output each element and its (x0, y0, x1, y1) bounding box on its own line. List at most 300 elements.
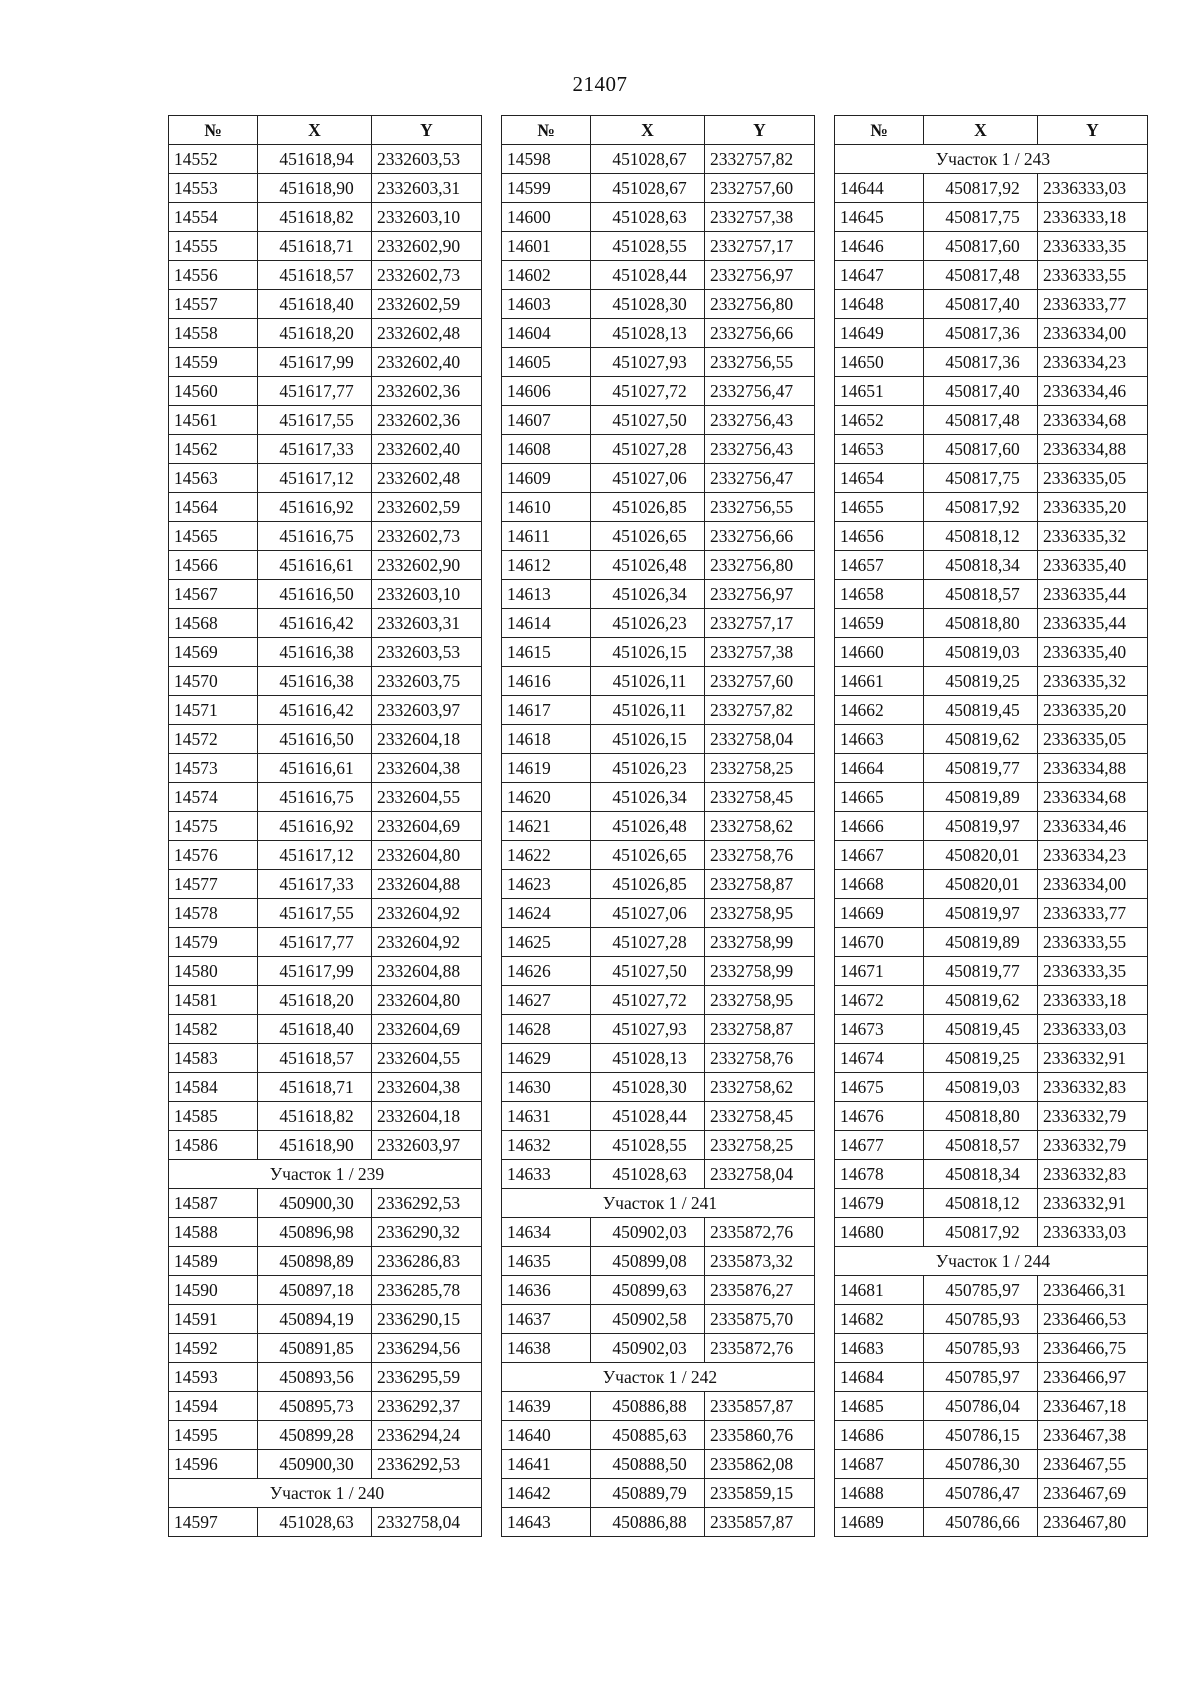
y-coordinate-cell: 2332604,92 (372, 899, 482, 928)
point-number-cell: 14560 (169, 377, 258, 406)
table-row (169, 493, 482, 522)
y-coordinate-cell: 2332756,80 (705, 551, 815, 580)
x-coordinate-cell: 450888,50 (591, 1450, 705, 1479)
y-coordinate-cell: 2332756,55 (705, 493, 815, 522)
y-coordinate-cell: 2335872,76 (705, 1334, 815, 1363)
point-number-cell: 14563 (169, 464, 258, 493)
point-number-cell: 14669 (835, 899, 924, 928)
table-row (169, 174, 482, 203)
y-coordinate-cell: 2332603,53 (372, 145, 482, 174)
point-number-cell: 14592 (169, 1334, 258, 1363)
table-row (502, 174, 815, 203)
table-row (835, 261, 1148, 290)
point-number-cell: 14611 (502, 522, 591, 551)
y-coordinate-cell: 2336334,68 (1038, 783, 1148, 812)
y-coordinate-cell: 2332604,69 (372, 1015, 482, 1044)
y-coordinate-cell: 2336333,03 (1038, 174, 1148, 203)
table-row (835, 870, 1148, 899)
y-coordinate-cell: 2336334,46 (1038, 377, 1148, 406)
point-number-cell: 14580 (169, 957, 258, 986)
y-coordinate-cell: 2332758,76 (705, 841, 815, 870)
point-number-cell: 14606 (502, 377, 591, 406)
table-row (502, 667, 815, 696)
y-coordinate-cell: 2332758,87 (705, 1015, 815, 1044)
table-row (502, 551, 815, 580)
x-coordinate-cell: 450894,19 (258, 1305, 372, 1334)
table-row (835, 667, 1148, 696)
y-coordinate-cell: 2332604,88 (372, 870, 482, 899)
y-coordinate-cell: 2336333,77 (1038, 290, 1148, 319)
x-coordinate-cell: 451027,06 (591, 464, 705, 493)
y-coordinate-cell: 2336332,79 (1038, 1102, 1148, 1131)
x-coordinate-cell: 450786,15 (924, 1421, 1038, 1450)
y-coordinate-cell: 2336467,55 (1038, 1450, 1148, 1479)
table-row (835, 986, 1148, 1015)
x-coordinate-cell: 451028,63 (258, 1508, 372, 1537)
x-coordinate-cell: 451027,28 (591, 928, 705, 957)
y-coordinate-cell: 2336335,20 (1038, 493, 1148, 522)
point-number-cell: 14561 (169, 406, 258, 435)
table-row (502, 899, 815, 928)
y-coordinate-cell: 2336334,00 (1038, 870, 1148, 899)
x-coordinate-cell: 450899,63 (591, 1276, 705, 1305)
y-coordinate-cell: 2335860,76 (705, 1421, 815, 1450)
point-number-cell: 14667 (835, 841, 924, 870)
y-coordinate-cell: 2335862,08 (705, 1450, 815, 1479)
table-row (835, 1160, 1148, 1189)
table-row (835, 609, 1148, 638)
table-row (169, 986, 482, 1015)
y-coordinate-cell: 2335872,76 (705, 1218, 815, 1247)
x-coordinate-cell: 451617,33 (258, 435, 372, 464)
x-coordinate-cell: 451026,48 (591, 812, 705, 841)
y-coordinate-cell: 2332756,47 (705, 464, 815, 493)
x-coordinate-cell: 450818,80 (924, 1102, 1038, 1131)
x-coordinate-cell: 451617,12 (258, 841, 372, 870)
y-coordinate-cell: 2332604,80 (372, 986, 482, 1015)
table-row (502, 261, 815, 290)
x-coordinate-cell: 451616,50 (258, 580, 372, 609)
point-number-cell: 14623 (502, 870, 591, 899)
x-coordinate-cell: 451616,75 (258, 522, 372, 551)
table-row (502, 1160, 815, 1189)
y-coordinate-cell: 2332758,25 (705, 1131, 815, 1160)
table-row (169, 638, 482, 667)
point-number-cell: 14675 (835, 1073, 924, 1102)
page-number: 21407 (572, 72, 628, 96)
table-row (502, 435, 815, 464)
point-number-cell: 14635 (502, 1247, 591, 1276)
x-coordinate-cell: 450817,60 (924, 232, 1038, 261)
table-row (835, 551, 1148, 580)
point-number-cell: 14664 (835, 754, 924, 783)
y-coordinate-cell: 2336467,80 (1038, 1508, 1148, 1537)
table-row (169, 464, 482, 493)
x-coordinate-cell: 450818,12 (924, 1189, 1038, 1218)
y-coordinate-cell: 2336292,53 (372, 1189, 482, 1218)
point-number-cell: 14653 (835, 435, 924, 464)
table-row (502, 812, 815, 841)
table-row (502, 928, 815, 957)
x-coordinate-cell: 450819,77 (924, 957, 1038, 986)
y-coordinate-cell: 2332602,73 (372, 261, 482, 290)
table-row (169, 928, 482, 957)
y-coordinate-cell: 2336333,55 (1038, 928, 1148, 957)
header-x: X (258, 116, 372, 145)
table-row (835, 1131, 1148, 1160)
point-number-cell: 14584 (169, 1073, 258, 1102)
table-row (835, 899, 1148, 928)
y-coordinate-cell: 2332757,38 (705, 638, 815, 667)
y-coordinate-cell: 2336295,59 (372, 1363, 482, 1392)
table-row (502, 290, 815, 319)
point-number-cell: 14612 (502, 551, 591, 580)
point-number-cell: 14665 (835, 783, 924, 812)
point-number-cell: 14679 (835, 1189, 924, 1218)
y-coordinate-cell: 2336466,31 (1038, 1276, 1148, 1305)
table-row (169, 1102, 482, 1131)
table-row (502, 1073, 815, 1102)
point-number-cell: 14650 (835, 348, 924, 377)
table-header-row (169, 116, 482, 145)
point-number-cell: 14668 (835, 870, 924, 899)
table-row (502, 957, 815, 986)
y-coordinate-cell: 2332757,38 (705, 203, 815, 232)
table-row (169, 290, 482, 319)
section-title: Участок 1 / 240 (169, 1479, 482, 1508)
x-coordinate-cell: 450785,97 (924, 1363, 1038, 1392)
x-coordinate-cell: 451618,71 (258, 232, 372, 261)
y-coordinate-cell: 2332757,60 (705, 174, 815, 203)
section-title: Участок 1 / 241 (502, 1189, 815, 1218)
table-row (169, 1218, 482, 1247)
table-row (835, 1421, 1148, 1450)
table-row (502, 638, 815, 667)
x-coordinate-cell: 450817,48 (924, 406, 1038, 435)
y-coordinate-cell: 2332757,17 (705, 609, 815, 638)
x-coordinate-cell: 451616,61 (258, 754, 372, 783)
y-coordinate-cell: 2332603,97 (372, 1131, 482, 1160)
x-coordinate-cell: 451027,93 (591, 1015, 705, 1044)
point-number-cell: 14628 (502, 1015, 591, 1044)
y-coordinate-cell: 2332604,38 (372, 754, 482, 783)
point-number-cell: 14590 (169, 1276, 258, 1305)
table-row (835, 841, 1148, 870)
y-coordinate-cell: 2335876,27 (705, 1276, 815, 1305)
table-row (835, 464, 1148, 493)
table-row (835, 406, 1148, 435)
x-coordinate-cell: 450786,30 (924, 1450, 1038, 1479)
point-number-cell: 14595 (169, 1421, 258, 1450)
table-row (169, 1305, 482, 1334)
table-row (169, 1015, 482, 1044)
table-row (502, 464, 815, 493)
x-coordinate-cell: 451028,13 (591, 319, 705, 348)
y-coordinate-cell: 2332604,18 (372, 1102, 482, 1131)
point-number-cell: 14607 (502, 406, 591, 435)
y-coordinate-cell: 2332758,99 (705, 928, 815, 957)
x-coordinate-cell: 451028,55 (591, 232, 705, 261)
point-number-cell: 14599 (502, 174, 591, 203)
section-title: Участок 1 / 239 (169, 1160, 482, 1189)
y-coordinate-cell: 2332756,43 (705, 435, 815, 464)
x-coordinate-cell: 450786,66 (924, 1508, 1038, 1537)
point-number-cell: 14655 (835, 493, 924, 522)
y-coordinate-cell: 2332604,18 (372, 725, 482, 754)
point-number-cell: 14620 (502, 783, 591, 812)
table-row (502, 580, 815, 609)
x-coordinate-cell: 450898,89 (258, 1247, 372, 1276)
point-number-cell: 14597 (169, 1508, 258, 1537)
x-coordinate-cell: 451028,67 (591, 174, 705, 203)
point-number-cell: 14641 (502, 1450, 591, 1479)
x-coordinate-cell: 450818,12 (924, 522, 1038, 551)
point-number-cell: 14559 (169, 348, 258, 377)
x-coordinate-cell: 450785,97 (924, 1276, 1038, 1305)
x-coordinate-cell: 450817,92 (924, 1218, 1038, 1247)
x-coordinate-cell: 450819,97 (924, 899, 1038, 928)
x-coordinate-cell: 450900,30 (258, 1189, 372, 1218)
x-coordinate-cell: 450819,89 (924, 783, 1038, 812)
y-coordinate-cell: 2336335,20 (1038, 696, 1148, 725)
table-row (169, 841, 482, 870)
point-number-cell: 14648 (835, 290, 924, 319)
table-row (835, 232, 1148, 261)
table-row (502, 870, 815, 899)
point-number-cell: 14565 (169, 522, 258, 551)
table-row (502, 1450, 815, 1479)
table-row (169, 1508, 482, 1537)
point-number-cell: 14684 (835, 1363, 924, 1392)
x-coordinate-cell: 451026,15 (591, 638, 705, 667)
y-coordinate-cell: 2332758,25 (705, 754, 815, 783)
point-number-cell: 14566 (169, 551, 258, 580)
point-number-cell: 14671 (835, 957, 924, 986)
table-row (169, 1044, 482, 1073)
y-coordinate-cell: 2332604,38 (372, 1073, 482, 1102)
y-coordinate-cell: 2332758,62 (705, 812, 815, 841)
table-row (835, 435, 1148, 464)
point-number-cell: 14640 (502, 1421, 591, 1450)
table-row (502, 1421, 815, 1450)
x-coordinate-cell: 451026,34 (591, 783, 705, 812)
table-row (502, 754, 815, 783)
point-number-cell: 14634 (502, 1218, 591, 1247)
point-number-cell: 14605 (502, 348, 591, 377)
table-row (169, 1421, 482, 1450)
point-number-cell: 14658 (835, 580, 924, 609)
table-row (502, 841, 815, 870)
table-row (169, 1363, 482, 1392)
x-coordinate-cell: 450785,93 (924, 1334, 1038, 1363)
table-row (169, 812, 482, 841)
y-coordinate-cell: 2332604,80 (372, 841, 482, 870)
x-coordinate-cell: 451617,77 (258, 928, 372, 957)
table-row (169, 1131, 482, 1160)
x-coordinate-cell: 450886,88 (591, 1392, 705, 1421)
table-row (835, 1450, 1148, 1479)
table-row (502, 725, 815, 754)
x-coordinate-cell: 450886,88 (591, 1508, 705, 1537)
y-coordinate-cell: 2332758,95 (705, 986, 815, 1015)
table-row (502, 986, 815, 1015)
coordinates-table-3 (834, 115, 1148, 1537)
point-number-cell: 14603 (502, 290, 591, 319)
section-title: Участок 1 / 244 (835, 1247, 1148, 1276)
x-coordinate-cell: 451028,44 (591, 1102, 705, 1131)
point-number-cell: 14586 (169, 1131, 258, 1160)
y-coordinate-cell: 2332758,04 (705, 725, 815, 754)
point-number-cell: 14672 (835, 986, 924, 1015)
table-row (169, 957, 482, 986)
table-row (835, 754, 1148, 783)
point-number-cell: 14624 (502, 899, 591, 928)
point-number-cell: 14572 (169, 725, 258, 754)
y-coordinate-cell: 2336332,79 (1038, 1131, 1148, 1160)
point-number-cell: 14637 (502, 1305, 591, 1334)
x-coordinate-cell: 451618,90 (258, 1131, 372, 1160)
point-number-cell: 14619 (502, 754, 591, 783)
point-number-cell: 14688 (835, 1479, 924, 1508)
table-row (169, 406, 482, 435)
point-number-cell: 14591 (169, 1305, 258, 1334)
point-number-cell: 14569 (169, 638, 258, 667)
x-coordinate-cell: 451027,28 (591, 435, 705, 464)
point-number-cell: 14622 (502, 841, 591, 870)
table-row (502, 319, 815, 348)
x-coordinate-cell: 451026,85 (591, 493, 705, 522)
table-row (835, 348, 1148, 377)
x-coordinate-cell: 451026,34 (591, 580, 705, 609)
table-row (835, 1276, 1148, 1305)
y-coordinate-cell: 2332602,40 (372, 435, 482, 464)
table-row (169, 609, 482, 638)
y-coordinate-cell: 2332603,10 (372, 203, 482, 232)
point-number-cell: 14632 (502, 1131, 591, 1160)
x-coordinate-cell: 451616,92 (258, 812, 372, 841)
x-coordinate-cell: 451026,85 (591, 870, 705, 899)
point-number-cell: 14656 (835, 522, 924, 551)
point-number-cell: 14570 (169, 667, 258, 696)
y-coordinate-cell: 2332604,55 (372, 783, 482, 812)
y-coordinate-cell: 2336332,91 (1038, 1189, 1148, 1218)
point-number-cell: 14553 (169, 174, 258, 203)
table-row (169, 725, 482, 754)
table-row (169, 1189, 482, 1218)
x-coordinate-cell: 451026,23 (591, 609, 705, 638)
point-number-cell: 14676 (835, 1102, 924, 1131)
y-coordinate-cell: 2336332,91 (1038, 1044, 1148, 1073)
point-number-cell: 14644 (835, 174, 924, 203)
x-coordinate-cell: 451617,77 (258, 377, 372, 406)
header-x: X (924, 116, 1038, 145)
y-coordinate-cell: 2336335,05 (1038, 725, 1148, 754)
table-row (835, 493, 1148, 522)
x-coordinate-cell: 451028,63 (591, 1160, 705, 1189)
x-coordinate-cell: 451028,44 (591, 261, 705, 290)
x-coordinate-cell: 450786,04 (924, 1392, 1038, 1421)
x-coordinate-cell: 450817,92 (924, 174, 1038, 203)
table-row (169, 348, 482, 377)
y-coordinate-cell: 2332602,40 (372, 348, 482, 377)
table-row (502, 1015, 815, 1044)
point-number-cell: 14660 (835, 638, 924, 667)
point-number-cell: 14588 (169, 1218, 258, 1247)
table-row (502, 493, 815, 522)
x-coordinate-cell: 450817,40 (924, 290, 1038, 319)
y-coordinate-cell: 2336332,83 (1038, 1073, 1148, 1102)
table-row (169, 522, 482, 551)
point-number-cell: 14582 (169, 1015, 258, 1044)
point-number-cell: 14683 (835, 1334, 924, 1363)
y-coordinate-cell: 2336334,46 (1038, 812, 1148, 841)
x-coordinate-cell: 450786,47 (924, 1479, 1038, 1508)
point-number-cell: 14636 (502, 1276, 591, 1305)
table-row (502, 232, 815, 261)
point-number-cell: 14677 (835, 1131, 924, 1160)
point-number-cell: 14589 (169, 1247, 258, 1276)
x-coordinate-cell: 450817,92 (924, 493, 1038, 522)
x-coordinate-cell: 450819,45 (924, 1015, 1038, 1044)
table-row (835, 1015, 1148, 1044)
x-coordinate-cell: 450820,01 (924, 870, 1038, 899)
y-coordinate-cell: 2332602,48 (372, 319, 482, 348)
y-coordinate-cell: 2332757,82 (705, 696, 815, 725)
table-row (502, 1392, 815, 1421)
y-coordinate-cell: 2332602,90 (372, 551, 482, 580)
y-coordinate-cell: 2332604,88 (372, 957, 482, 986)
table-row (835, 1073, 1148, 1102)
y-coordinate-cell: 2335873,32 (705, 1247, 815, 1276)
x-coordinate-cell: 451617,55 (258, 406, 372, 435)
x-coordinate-cell: 451618,20 (258, 319, 372, 348)
point-number-cell: 14652 (835, 406, 924, 435)
y-coordinate-cell: 2336334,68 (1038, 406, 1148, 435)
y-coordinate-cell: 2332756,97 (705, 580, 815, 609)
point-number-cell: 14555 (169, 232, 258, 261)
point-number-cell: 14647 (835, 261, 924, 290)
x-coordinate-cell: 451616,38 (258, 667, 372, 696)
point-number-cell: 14577 (169, 870, 258, 899)
x-coordinate-cell: 451028,30 (591, 1073, 705, 1102)
table-row (169, 580, 482, 609)
table-row (169, 319, 482, 348)
table-row (502, 1218, 815, 1247)
point-number-cell: 14670 (835, 928, 924, 957)
header-number: № (169, 116, 258, 145)
x-coordinate-cell: 451618,71 (258, 1073, 372, 1102)
point-number-cell: 14554 (169, 203, 258, 232)
table-row (169, 232, 482, 261)
table-row (169, 377, 482, 406)
y-coordinate-cell: 2336290,15 (372, 1305, 482, 1334)
y-coordinate-cell: 2336285,78 (372, 1276, 482, 1305)
header-y: Y (1038, 116, 1148, 145)
y-coordinate-cell: 2335859,15 (705, 1479, 815, 1508)
coordinates-table-1 (168, 115, 482, 1537)
point-number-cell: 14587 (169, 1189, 258, 1218)
x-coordinate-cell: 451618,82 (258, 203, 372, 232)
y-coordinate-cell: 2332603,31 (372, 609, 482, 638)
header-number: № (835, 116, 924, 145)
y-coordinate-cell: 2336333,35 (1038, 957, 1148, 986)
table-row (502, 1508, 815, 1537)
x-coordinate-cell: 450817,36 (924, 319, 1038, 348)
y-coordinate-cell: 2336294,56 (372, 1334, 482, 1363)
point-number-cell: 14673 (835, 1015, 924, 1044)
point-number-cell: 14681 (835, 1276, 924, 1305)
y-coordinate-cell: 2336466,53 (1038, 1305, 1148, 1334)
